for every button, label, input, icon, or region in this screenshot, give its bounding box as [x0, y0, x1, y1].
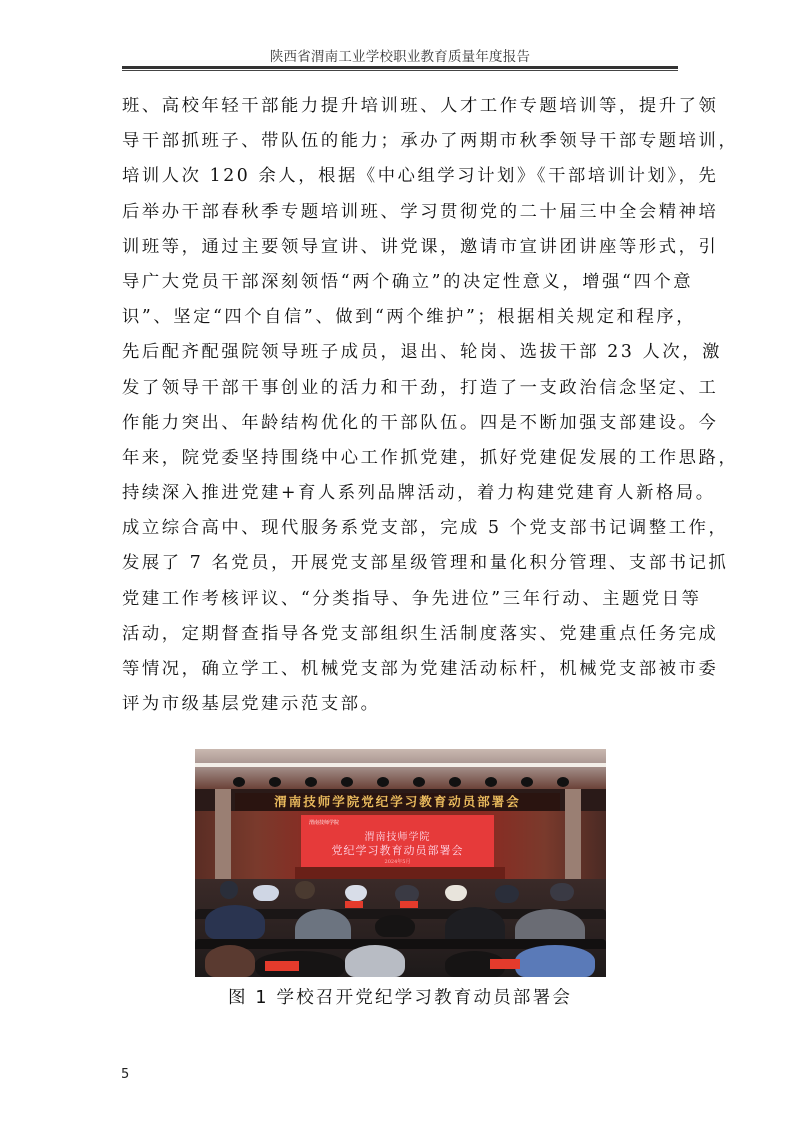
header-divider: [122, 66, 678, 71]
screen-subtitle: 党纪学习教育动员部署会: [331, 844, 464, 857]
attendee: [205, 945, 255, 977]
stage-banner: 渭南技师学院党纪学习教育动员部署会: [235, 793, 560, 811]
attendee: [345, 885, 367, 901]
attendee: [220, 881, 238, 899]
attendee: [445, 885, 467, 901]
spotlight-icon: [557, 777, 569, 787]
text-line: 导干部抓班子、带队伍的能力；承办了两期市秋季领导干部专题培训，: [122, 131, 739, 152]
nameplate: [490, 959, 520, 969]
body-paragraph: [122, 89, 739, 722]
nameplate: [345, 901, 363, 908]
spotlight-icon: [233, 777, 245, 787]
text-line: 持续深入推进党建+育人系列品牌活动，着力构建党建育人新格局。: [122, 483, 716, 504]
text-line: 训班等，通过主要领导宣讲、讲党课，邀请市宣讲团讲座等形式，引: [122, 236, 719, 257]
text-line: 活动，定期督查指导各党支部组织生活制度落实、党建重点任务完成: [122, 623, 719, 644]
attendee: [515, 945, 595, 977]
spotlight-icon: [269, 777, 281, 787]
nameplate: [265, 961, 299, 971]
spotlight-icon: [521, 777, 533, 787]
text-line: 年来，院党委坚持围绕中心工作抓党建，抓好党建促发展的工作思路，: [122, 447, 739, 468]
text-line: 培训人次 120 余人，根据《中心组学习计划》《干部培训计划》，先: [122, 166, 719, 187]
spotlight-icon: [485, 777, 497, 787]
attendee: [495, 885, 519, 903]
text-line: 发了领导干部干事创业的活力和干劲，打造了一支政治信念坚定、工: [122, 377, 719, 398]
text-line: 评为市级基层党建示范支部。: [122, 694, 381, 715]
spotlight-icon: [413, 777, 425, 787]
text-line: 导广大党员干部深刻领悟“两个确立”的决定性意义，增强“四个意: [122, 271, 694, 292]
spotlight-icon: [305, 777, 317, 787]
attendee: [375, 915, 415, 937]
text-line: 等情况，确立学工、机械党支部为党建活动标杆，机械党支部被市委: [122, 659, 719, 679]
screen-date: 2024年5月: [384, 859, 411, 865]
attendee: [253, 885, 279, 901]
text-line: 成立综合高中、现代服务系党支部，完成 5 个党支部书记调整工作，: [122, 518, 729, 539]
page-header-title: 陕西省渭南工业学校职业教育质量年度报告: [269, 49, 531, 65]
screen-title: 渭南技师学院: [364, 832, 431, 843]
attendee: [295, 881, 315, 899]
text-line: 识”、坚定“四个自信”、做到“两个维护”；根据相关规定和程序，: [122, 307, 697, 328]
spotlight-icon: [341, 777, 353, 787]
text-line: 先后配齐配强院领导班子成员，退出、轮岗、选拔干部 23 人次，激: [122, 342, 723, 363]
attendee: [205, 905, 265, 939]
text-line: 党建工作考核评议、“分类指导、争先进位”三年行动、主题党日等: [122, 588, 702, 609]
text-line: 作能力突出、年龄结构优化的干部队伍。四是不断加强支部建设。今: [122, 412, 719, 433]
projection-screen: [301, 815, 494, 871]
ceiling-light-strip: [195, 763, 606, 767]
text-line: 后举办干部春秋季专题培训班、学习贯彻党的二十届三中全会精神培: [122, 201, 719, 222]
spotlight-icon: [377, 777, 389, 787]
figure-caption: 图 1 学校召开党纪学习教育动员部署会: [227, 988, 573, 1008]
meeting-photo: [195, 749, 606, 977]
audience-area: [195, 879, 606, 977]
text-line: 班、高校年轻干部能力提升培训班、人才工作专题培训等，提升了领: [122, 96, 719, 116]
attendee: [345, 945, 405, 977]
nameplate: [400, 901, 418, 908]
spotlight-icon: [449, 777, 461, 787]
attendee: [550, 883, 574, 901]
text-line: 发展了 7 名党员，开展党支部星级管理和量化积分管理、支部书记抓: [122, 553, 729, 574]
photo-ceiling: [195, 749, 606, 789]
page-number: 5: [121, 1067, 130, 1082]
school-logo: 渭南技师学院: [309, 820, 340, 826]
